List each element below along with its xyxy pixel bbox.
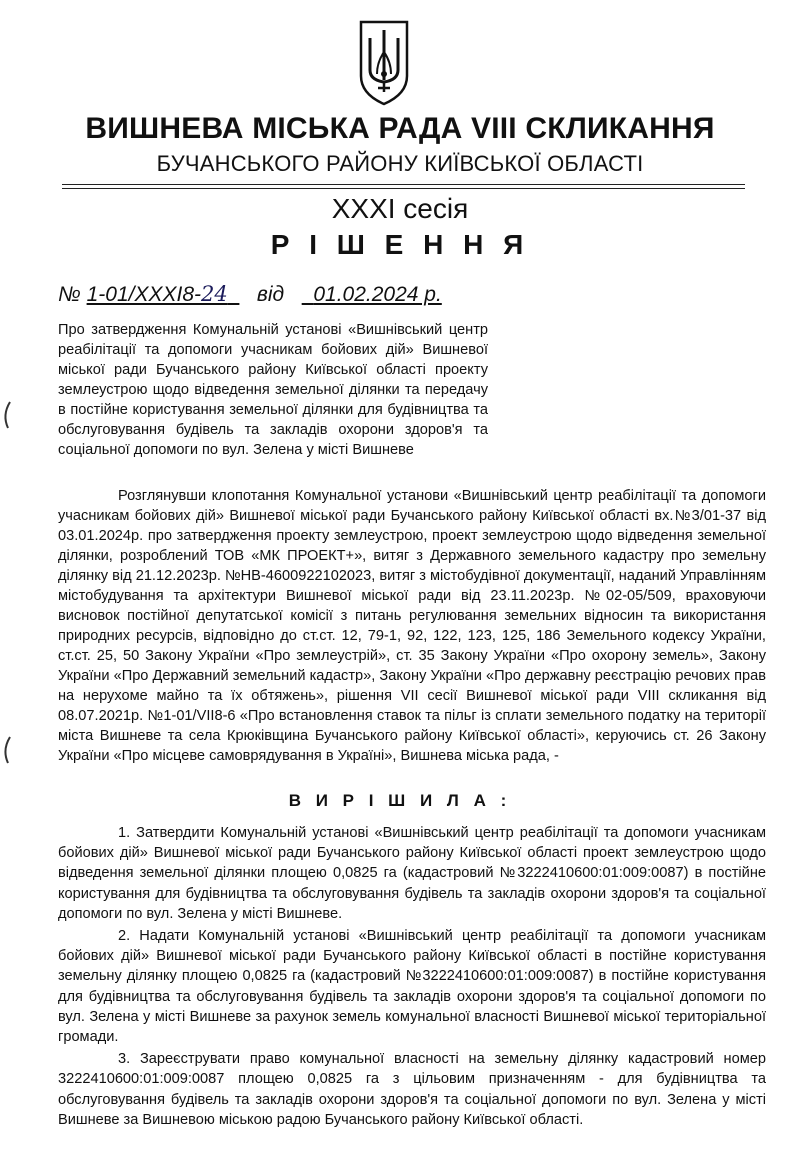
resolution-item: 2. Надати Комунальній установі «Вишнівський центр реабілітації та допомоги учасникам бойових дій» Вишневої міської ради Бучанського району Київської області в постійне користування земельну ділянку площею 0,0825 га (кадастровий №3222410600:01:009:0087) в постійне користування для будівництва та обслуговування будівель та закладів охорони здоров'я та соціальної допомоги по вул. Зелена у місті Вишневе за рахунок земель комунальної власності Вишневої міської територіальної громади. — [58, 928, 766, 1046]
resolution-item: 1. Затвердити Комунальній установі «Вишнівський центр реабілітації та допомоги учасникам бойових дій» Вишневої міської ради Бучанського району Київської області проект землеустрою щодо відведення земельної ділянки площею 0,0825 га (кадастровий №3222410600:01:009:0087) в постійне користування для будівництва та обслуговування будівель та закладів охорони здоров'я та соціальної допомоги по вул. Зелена у місті Вишневе. — [58, 825, 766, 922]
decision-number-printed: 1-01/XXXI8- — [86, 283, 201, 306]
scan-edge-mark — [0, 400, 14, 430]
decision-subject: Про затвердження Комунальній установі «Вишнівський центр реабілітації та допомоги учасникам бойових дій» Вишневої міської ради Бучанського району Київської області проекту землеустрою щодо відведення земельної ділянки та передачу в постійне користування земельної ділянки для будівництва та обслуговування будівель та закладів охорони здоров'я та соціальної допомоги по вул. Зелена у місті Вишневе — [58, 322, 488, 458]
resolution-items — [58, 823, 766, 1132]
council-district: БУЧАНСЬКОГО РАЙОНУ КИЇВСЬКОЇ ОБЛАСТІ — [156, 151, 644, 176]
decision-date: 01.02.2024 р. — [313, 283, 442, 306]
decision-number — [87, 283, 240, 306]
resolved-heading: В И Р І Ш И Л А : — [288, 791, 512, 810]
trident-emblem-icon — [355, 18, 413, 108]
header-divider-second — [62, 188, 745, 189]
header-divider — [62, 184, 745, 185]
council-name: ВИШНЕВА МІСЬКА РАДА VIII СКЛИКАННЯ — [85, 112, 715, 145]
number-label: № — [58, 283, 81, 306]
preamble-paragraph: Розглянувши клопотання Комунальної установи «Вишнівський центр реабілітації та допомоги учасникам бойових дій» Вишневої міської ради Бучанського району Київської області вх.№3/01-37 від 03.01.2024р. про затвердження проекту землеустрою, проект землеустрою щодо відведення земельної ділянки, розроблений ТОВ «МК ПРОЕКТ+», витяг з Державного земельного кадастру про земельну ділянку від 21.12.2023р. №НВ-4600922102023, витяг з містобудівної документації, наданий Управлінням містобудування та архітектури Вишневої міської ради від 23.11.2023р. №02-05/509, враховуючи висновок постійної депутатської комісії з питань регулювання земельних відносин та використання природних ресурсів, відповідно до ст.ст. 12, 79-1, 92, 122, 123, 125, 186 Земельного кодексу України, ст.ст. 25, 50 Закону України «Про землеустрій», ст. 35 Закону України «Про охорону земель», Закону України «Про Державний земельний кадастр», Закону України «Про державну реєстрацію речових прав на нерухоме майно та їх обтяжень», рішення VII сесії Вишневої міської ради VIII скликання від 08.07.2021р. №1-01/VII8-6 «Про встановлення ставок та пільг із сплати земельного податку на території міста Вишневе та села Крюківщина Бучанського району Київської області», керуючись ст. 26 Закону України «Про місцеве самоврядування в Україні», Вишнева міська рада, - — [58, 488, 766, 764]
scan-edge-mark — [0, 735, 14, 765]
resolution-item: 3. Зареєструвати право комунальної власності на земельну ділянку кадастровий номер 3222410600:01:009:0087 площею 0,0825 га з цільовим призначенням - для будівництва та обслуговування будівель та закладів охорони здоров'я та соціальної допомоги по вул. Зелена у місті Вишневе за Вишневою міською радою Бучанського району Київської області. — [58, 1051, 766, 1128]
session-title: XXXI сесія — [331, 193, 469, 224]
date-label: від — [256, 283, 285, 306]
decision-number-handwritten: 24 — [201, 282, 228, 306]
document-type: Р І Ш Е Н Н Я — [270, 229, 530, 260]
decision-number-line — [58, 282, 442, 307]
